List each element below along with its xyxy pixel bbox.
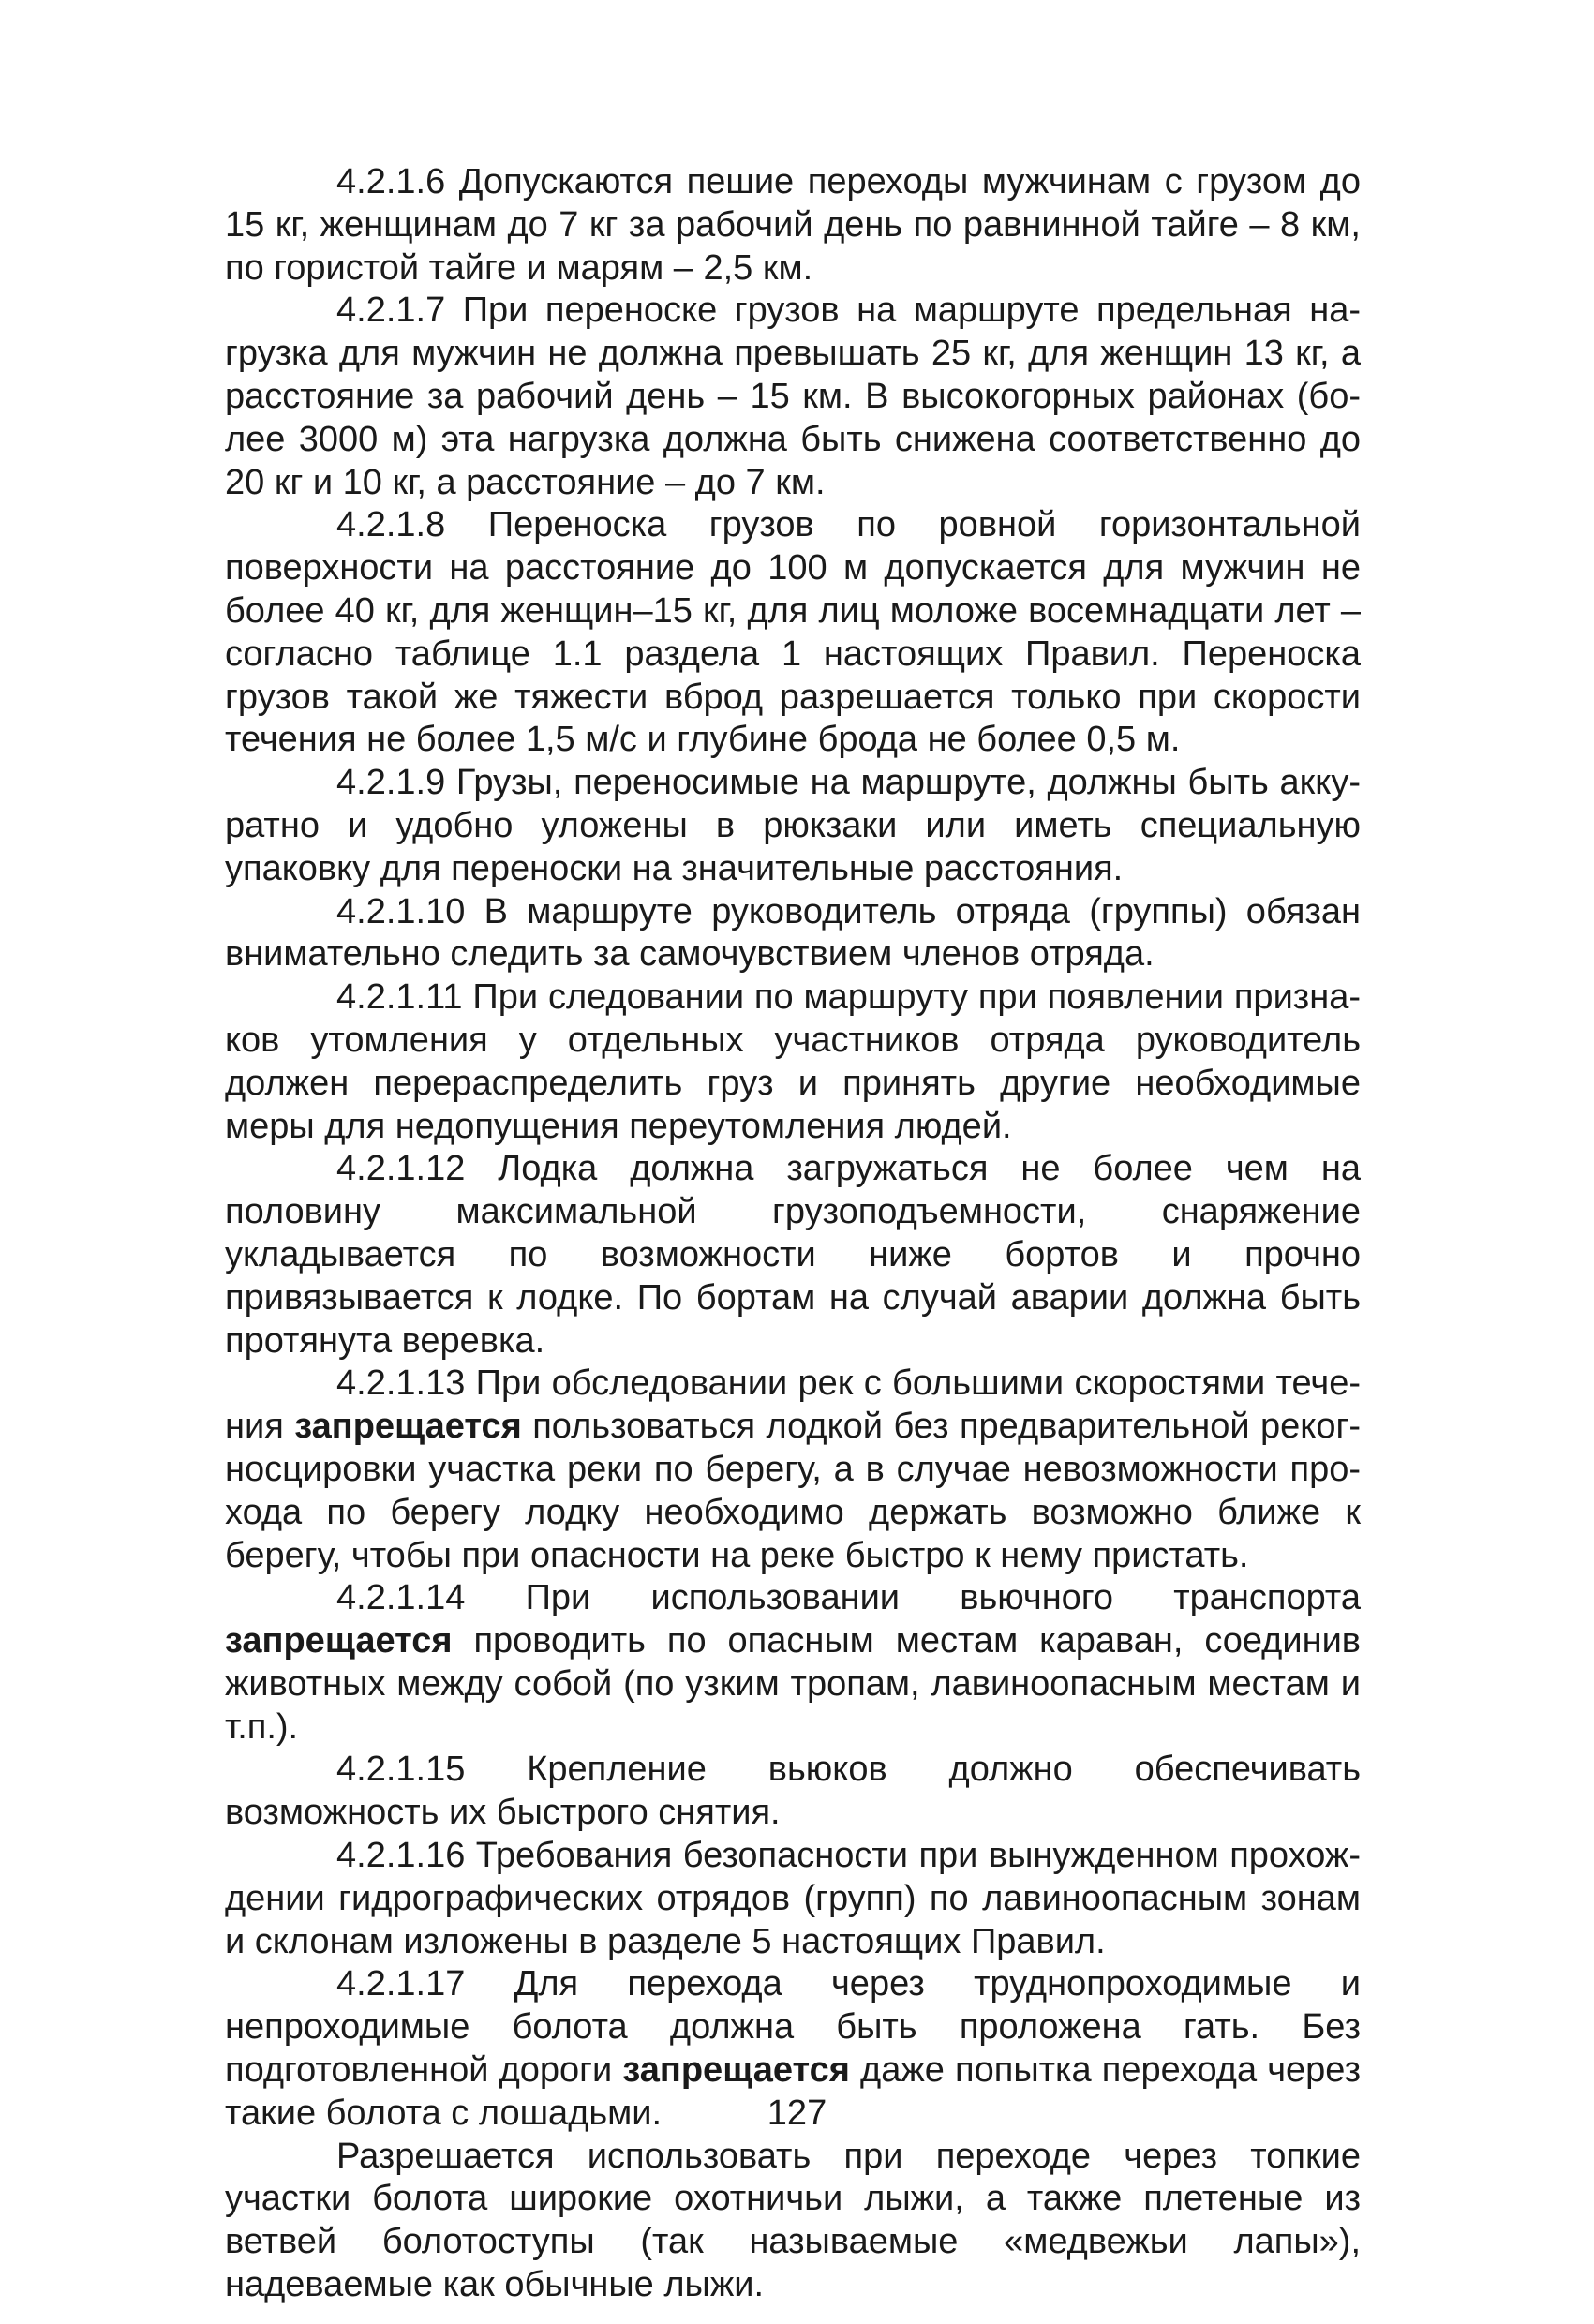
- paragraph-text: 4.2.1.11 При следовании по маршруту при появлении признаков утомления у отдельных участников отряда руководитель должен перераспределить груз и принять другие необходимые меры для недопущения переутомления людей.: [225, 977, 1361, 1146]
- page-number: 127: [767, 2093, 827, 2133]
- paragraph-text: Разрешается использовать при переходе через топкие участки болота широкие охотничьи лыжи, а также плетеные из ветвей болотоступы (так называемые «медвежьи лапы»), надеваемые как обычные лыжи.: [225, 2136, 1361, 2305]
- paragraph-text: даже попытка перехода через такие болота с лошадьми.: [225, 2050, 1361, 2133]
- paragraph-4-2-1-13: [225, 1363, 1361, 1577]
- paragraph-text: 4.2.1.16 Требования безопасности при вынужденном прохождении гидрографических отрядов (групп) по лавиноопасным зонам и склонам изложены в разделе 5 настоящих Правил.: [225, 1836, 1361, 1961]
- paragraph-4-2-1-14: [225, 1577, 1361, 1749]
- paragraph-text: 4.2.1.13 При обследовании рек с большими скоростями течения: [225, 1363, 1361, 1447]
- paragraph-4-2-1-11: [225, 976, 1361, 1148]
- paragraph-4-2-1-9: [225, 762, 1361, 890]
- prohibition-emphasis: запрещается: [225, 1621, 453, 1661]
- paragraph-4-2-1-6: [225, 161, 1361, 290]
- paragraph-closing: [225, 2136, 1361, 2307]
- paragraph-text: пользоваться лодкой без предварительной рекогносцировки участка реки по берегу, а в случае невозможности прохода по берегу лодку необходимо держать возможно ближе к берегу, чтобы при опасности на реке быстро к нему пристать.: [225, 1407, 1361, 1575]
- paragraph-4-2-1-8: [225, 504, 1361, 762]
- paragraph-4-2-1-16: [225, 1835, 1361, 1963]
- paragraph-4-2-1-10: [225, 891, 1361, 977]
- paragraph-4-2-1-15: [225, 1749, 1361, 1835]
- paragraph-text: 4.2.1.12 Лодка должна загружаться не более чем на половину максимальной грузоподъемности, снаряжение укладывается по возможности ниже бортов и прочно привязывается к лодке. По бортам на случай аварии должна быть протянута веревка.: [225, 1149, 1361, 1361]
- paragraph-text: 4.2.1.6 Допускаются пешие переходы мужчинам с грузом до 15 кг, женщинам до 7 кг за рабочий день по равнинной тайге – 8 км, по гористой тайге и марям – 2,5 км.: [225, 162, 1361, 288]
- paragraph-text: 4.2.1.15 Крепление вьюков должно обеспечивать возможность их быстрого снятия.: [225, 1750, 1361, 1833]
- paragraph-text: 4.2.1.14 При использовании вьючного транспорта: [336, 1578, 1361, 1618]
- paragraph-4-2-1-7: [225, 290, 1361, 504]
- paragraph-text: 4.2.1.8 Переноска грузов по ровной горизонтальной поверхности на расстояние до 100 м допускается для мужчин не более 40 кг, для женщин–15 кг, для лиц моложе восемнадцати лет – согласно таблице 1.1 раздела 1 настоящих Правил. Переноска грузов такой же тяжести вброд разрешается только при скорости течения не более 1,5 м/с и глубине брода не более 0,5 м.: [225, 505, 1361, 760]
- paragraph-4-2-1-12: [225, 1148, 1361, 1363]
- document-page: [225, 161, 1361, 2307]
- paragraph-text: 4.2.1.7 При переноске грузов на маршруте предельная нагрузка для мужчин не должна превышать 25 кг, для женщин 13 кг, а расстояние за рабочий день – 15 км. В высокогорных районах (более 3000 м) эта нагрузка должна быть снижена соответственно до 20 кг и 10 кг, а расстояние – до 7 км.: [225, 290, 1361, 502]
- prohibition-emphasis: запрещается: [294, 1407, 522, 1447]
- prohibition-emphasis: запрещается: [622, 2050, 850, 2091]
- paragraph-text: 4.2.1.17 Для перехода через труднопроходимые и непроходимые болота должна быть проложена гать. Без подготовленной дороги: [225, 1964, 1361, 2091]
- paragraph-text: проводить по опасным местам караван, соединив животных между собой (по узким тропам, лавиноопасным местам и т.п.).: [225, 1621, 1361, 1747]
- paragraph-text: 4.2.1.9 Грузы, переносимые на маршруте, должны быть аккуратно и удобно уложены в рюкзаки или иметь специальную упаковку для переноски на значительные расстояния.: [225, 763, 1361, 888]
- paragraph-text: 4.2.1.10 В маршруте руководитель отряда (группы) обязан внимательно следить за самочувствием членов отряда.: [225, 891, 1361, 975]
